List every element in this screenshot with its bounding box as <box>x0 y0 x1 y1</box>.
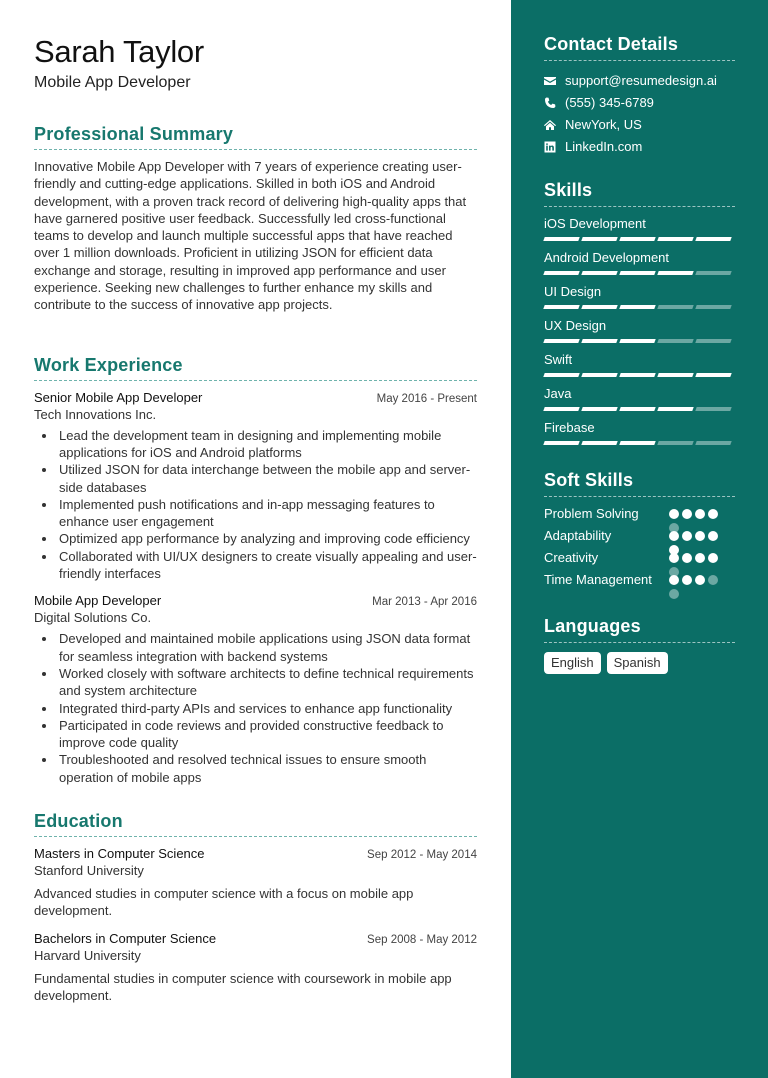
skill-name: iOS Development <box>544 216 646 231</box>
contact-text: LinkedIn.com <box>565 139 643 154</box>
skill-level-bar <box>544 339 735 343</box>
soft-skill-name: Creativity <box>544 550 599 565</box>
skill-segment-filled <box>581 441 617 445</box>
skill-name: Android Development <box>544 250 670 265</box>
phone-icon <box>544 97 556 109</box>
rating-dot-filled <box>669 575 679 585</box>
contact-section <box>544 33 735 158</box>
degree: Bachelors in Computer Science <box>34 930 217 946</box>
job-dates: Mar 2013 - Apr 2016 <box>372 596 477 609</box>
skill-segment-empty <box>695 407 731 411</box>
rating-dot-filled <box>708 553 718 563</box>
section-heading: Languages <box>544 615 735 643</box>
rating-dot-filled <box>669 531 679 541</box>
skill-segment-filled <box>543 373 579 377</box>
skill-segment-filled <box>543 339 579 343</box>
skill-item <box>544 215 735 241</box>
skill-segment-filled <box>581 237 617 241</box>
skill-segment-filled <box>657 237 693 241</box>
job-company: Digital Solutions Co. <box>34 610 152 626</box>
education-entry <box>34 930 477 1005</box>
skill-item <box>544 317 735 343</box>
job-bullets <box>34 427 477 583</box>
skill-segment-filled <box>581 373 617 377</box>
section-heading: Skills <box>544 179 735 207</box>
skill-name: Swift <box>544 352 573 367</box>
skill-segment-filled <box>657 271 693 275</box>
skills-section <box>544 179 735 445</box>
skill-segment-empty <box>657 339 693 343</box>
rating-dot-filled <box>695 509 705 519</box>
job-entry <box>34 592 477 786</box>
skill-level-bar <box>544 271 735 275</box>
soft-skill-item <box>544 571 735 593</box>
job-dates: May 2016 - Present <box>376 392 477 405</box>
education-section <box>34 810 477 1004</box>
section-heading: Education <box>34 810 477 837</box>
school: Harvard University <box>34 947 141 963</box>
skill-segment-filled <box>581 305 617 309</box>
skill-segment-filled <box>657 407 693 411</box>
rating-dot-filled <box>669 553 679 563</box>
skill-segment-filled <box>695 373 731 377</box>
job-bullets <box>34 630 477 786</box>
job-role: Senior Mobile App Developer <box>34 389 203 405</box>
job-bullet: • Participated in code reviews and provided constructive feedback to improve code quality <box>57 717 477 752</box>
skill-level-bar <box>544 305 735 309</box>
job-bullet: • Troubleshooted and resolved technical issues to ensure smooth operation of mobile apps <box>57 751 477 786</box>
skill-name: UI Design <box>544 284 602 299</box>
school: Stanford University <box>34 863 144 879</box>
work-experience-section <box>34 354 477 786</box>
skill-segment-empty <box>695 271 731 275</box>
soft-skill-name: Adaptability <box>544 528 612 543</box>
contact-linkedin[interactable] <box>544 136 735 158</box>
section-heading: Contact Details <box>544 33 735 61</box>
sidebar <box>511 0 768 1078</box>
contact-text: support@resumedesign.ai <box>565 73 717 88</box>
language-tag: English <box>544 652 601 674</box>
rating-dot-filled <box>708 531 718 541</box>
contact-location <box>544 114 735 136</box>
skill-segment-filled <box>543 271 579 275</box>
skill-item <box>544 249 735 275</box>
rating-dot-filled <box>695 531 705 541</box>
skill-segment-filled <box>619 305 655 309</box>
soft-skills-section <box>544 469 735 593</box>
rating-dot-filled <box>695 575 705 585</box>
skill-segment-filled <box>581 271 617 275</box>
skill-segment-filled <box>543 237 579 241</box>
summary-text: Innovative Mobile App Developer with 7 years of experience creating user-friendly and cutting-edge applications. Skilled in both iOS and Android development, with a proven track record of delivering high-quality apps that have garnered positive user feedback. Successfully led cross-functional teams to develop and launch multiple successful apps that have reached over 1 million downloads. Proficient in utilizing JSON for efficient data exchange and storage, resulting in improved app performance and user experience. Seeking new challenges to further enhance my skills and contribute to the success of innovative app projects. <box>34 159 467 313</box>
job-bullet: • Integrated third-party APIs and services to enhance app functionality <box>57 700 477 717</box>
professional-summary-section <box>34 123 477 314</box>
job-bullet: • Optimized app performance by analyzing and improving code efficiency <box>57 530 477 547</box>
job-bullet: • Utilized JSON for data interchange between the mobile app and server-side databases <box>57 461 477 496</box>
skill-item <box>544 283 735 309</box>
soft-skill-rating <box>669 575 721 599</box>
soft-skill-name: Time Management <box>544 572 652 587</box>
contact-text: NewYork, US <box>565 117 642 132</box>
skill-segment-filled <box>657 373 693 377</box>
languages-section <box>544 615 735 674</box>
soft-skill-name: Problem Solving <box>544 506 639 521</box>
skill-segment-empty <box>657 441 693 445</box>
job-bullet: • Worked closely with software architects to define technical requirements and system architecture <box>57 665 477 700</box>
skill-item <box>544 385 735 411</box>
section-heading: Professional Summary <box>34 123 477 150</box>
skill-segment-filled <box>619 237 655 241</box>
section-heading: Soft Skills <box>544 469 735 497</box>
rating-dot-filled <box>669 509 679 519</box>
contact-phone[interactable] <box>544 92 735 114</box>
soft-skill-item <box>544 527 735 549</box>
section-heading: Work Experience <box>34 354 477 381</box>
skill-segment-filled <box>619 441 655 445</box>
skill-segment-empty <box>695 305 731 309</box>
skill-segment-empty <box>695 441 731 445</box>
job-entry <box>34 389 477 583</box>
skill-segment-filled <box>619 271 655 275</box>
rating-dot-filled <box>682 575 692 585</box>
contact-email[interactable] <box>544 70 735 92</box>
rating-dot-empty <box>669 589 679 599</box>
job-bullet: • Collaborated with UI/UX designers to create visually appealing and user-friendly interfaces <box>57 548 477 583</box>
job-bullet: • Lead the development team in designing and implementing mobile applications for iOS and Android platforms <box>57 427 477 462</box>
skill-segment-filled <box>619 407 655 411</box>
skill-level-bar <box>544 407 735 411</box>
candidate-title: Mobile App Developer <box>34 74 191 91</box>
rating-dot-filled <box>695 553 705 563</box>
skill-name: Java <box>544 386 572 401</box>
candidate-name: Sarah Taylor <box>34 34 204 69</box>
job-bullet: • Implemented push notifications and in-app messaging features to enhance user engagement <box>57 496 477 531</box>
contact-text: (555) 345-6789 <box>565 95 654 110</box>
skill-segment-filled <box>695 237 731 241</box>
job-role: Mobile App Developer <box>34 593 162 609</box>
skill-segment-filled <box>581 407 617 411</box>
soft-skill-item <box>544 505 735 527</box>
job-company: Tech Innovations Inc. <box>34 406 157 422</box>
skills-list <box>544 215 735 445</box>
skill-segment-filled <box>581 339 617 343</box>
skill-level-bar <box>544 441 735 445</box>
envelope-icon <box>544 75 556 87</box>
linkedin-icon <box>544 141 556 153</box>
skill-level-bar <box>544 237 735 241</box>
education-dates: Sep 2012 - May 2014 <box>367 849 477 862</box>
rating-dot-filled <box>708 509 718 519</box>
home-icon <box>544 119 556 131</box>
skill-level-bar <box>544 373 735 377</box>
rating-dot-filled <box>682 509 692 519</box>
degree: Masters in Computer Science <box>34 846 205 862</box>
education-description: Fundamental studies in computer science with coursework in mobile app development. <box>34 970 452 1003</box>
skill-segment-filled <box>543 441 579 445</box>
skill-name: UX Design <box>544 318 607 333</box>
rating-dot-empty <box>708 575 718 585</box>
rating-dot-filled <box>682 531 692 541</box>
education-dates: Sep 2008 - May 2012 <box>367 933 477 946</box>
soft-skill-item <box>544 549 735 571</box>
skill-name: Firebase <box>544 420 595 435</box>
skill-item <box>544 419 735 445</box>
rating-dot-filled <box>682 553 692 563</box>
language-tag: Spanish <box>607 652 668 674</box>
skill-segment-filled <box>619 373 655 377</box>
soft-skills-list <box>544 505 735 593</box>
skill-segment-filled <box>543 407 579 411</box>
skill-item <box>544 351 735 377</box>
skill-segment-empty <box>657 305 693 309</box>
skill-segment-filled <box>619 339 655 343</box>
job-bullet: • Developed and maintained mobile applications using JSON data format for seamless integration with backend systems <box>57 630 477 665</box>
skill-segment-filled <box>543 305 579 309</box>
education-description: Advanced studies in computer science with a focus on mobile app development. <box>34 886 414 919</box>
education-entry <box>34 845 477 920</box>
skill-segment-empty <box>695 339 731 343</box>
